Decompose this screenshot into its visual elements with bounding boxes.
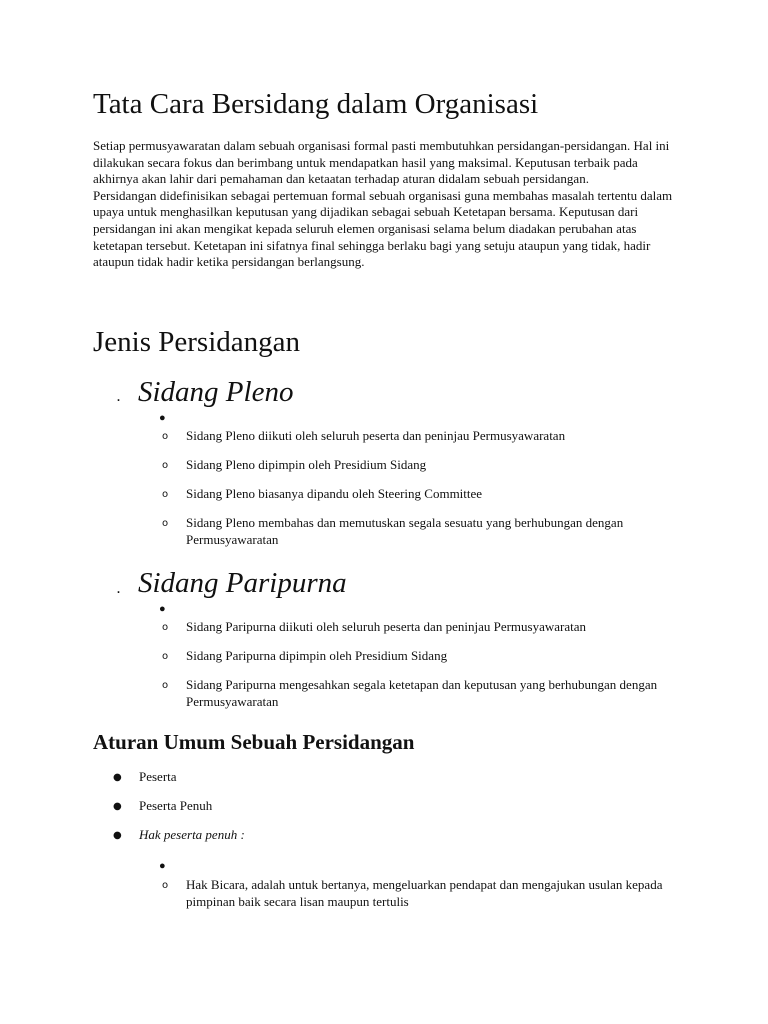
sidang-paripurna-list xyxy=(162,618,682,722)
sidang-pleno-list xyxy=(162,427,682,560)
list-item xyxy=(162,485,682,502)
list-item-text: Hak peserta penuh : xyxy=(139,827,245,842)
group-bullet-paripurna: . xyxy=(117,582,120,596)
list-item xyxy=(162,618,682,635)
circle-bullet-icon: o xyxy=(162,880,169,891)
empty-bullet-paripurna: ● xyxy=(159,603,166,615)
subheading-sidang-pleno: Sidang Pleno xyxy=(138,376,294,408)
circle-bullet-icon: o xyxy=(162,460,169,471)
list-item-text: Sidang Paripurna mengesahkan segala ketetapan dan keputusan yang berhubungan dengan Permusyawaratan xyxy=(186,677,658,709)
list-item-text: Sidang Pleno biasanya dipandu oleh Steering Committee xyxy=(186,486,483,501)
subheading-sidang-paripurna: Sidang Paripurna xyxy=(138,567,347,599)
group-bullet-pleno: . xyxy=(117,390,120,404)
list-item xyxy=(113,797,673,814)
list-item xyxy=(113,826,673,843)
list-item xyxy=(162,876,682,910)
list-item-text: Peserta xyxy=(139,769,177,784)
circle-bullet-icon: o xyxy=(162,651,169,662)
list-item-text: Peserta Penuh xyxy=(139,798,213,813)
intro-paragraph-2: Persidangan didefinisikan sebagai pertemuan formal sebuah organisasi guna membahas masalah tertentu dalam upaya untuk menghasilkan keputusan yang dijadikan sebagai sebuah Ketetapan bersama. Keputusan dari persidangan ini akan mengikat kepada seluruh elemen organisasi selama belum diadakan perubahan atas ketetapan tersebut. Ketetapan ini sifatnya final sehingga berlaku bagi yang setuju ataupun yang tidak, hadir ataupun tidak hadir ketika persidangan berlangsung. xyxy=(93,187,673,270)
empty-bullet-pleno: ● xyxy=(159,412,166,424)
circle-bullet-icon: o xyxy=(162,622,169,633)
list-item-text: Sidang Pleno diikuti oleh seluruh peserta dan peninjau Permusyawaratan xyxy=(186,428,566,443)
list-item-text: Sidang Pleno membahas dan memutuskan segala sesuatu yang berhubungan dengan Permusyawaratan xyxy=(186,515,624,547)
bullet-icon: ● xyxy=(113,772,122,783)
empty-bullet-hak: ● xyxy=(159,860,166,872)
list-item xyxy=(162,427,682,444)
circle-bullet-icon: o xyxy=(162,518,169,529)
circle-bullet-icon: o xyxy=(162,489,169,500)
list-item-text: Sidang Paripurna diikuti oleh seluruh peserta dan peninjau Permusyawaratan xyxy=(186,619,587,634)
list-item xyxy=(162,676,682,710)
list-item-text: Hak Bicara, adalah untuk bertanya, mengeluarkan pendapat dan mengajukan usulan kepada pimpinan baik secara lisan maupun tertulis xyxy=(186,877,663,909)
circle-bullet-icon: o xyxy=(162,431,169,442)
section-heading-jenis: Jenis Persidangan xyxy=(93,326,300,358)
intro-section xyxy=(93,138,683,271)
list-item-text: Sidang Paripurna dipimpin oleh Presidium Sidang xyxy=(186,648,448,663)
list-item xyxy=(162,647,682,664)
list-item-text: Sidang Pleno dipimpin oleh Presidium Sidang xyxy=(186,457,427,472)
document-title: Tata Cara Bersidang dalam Organisasi xyxy=(93,88,539,120)
list-item xyxy=(162,456,682,473)
section-heading-aturan: Aturan Umum Sebuah Persidangan xyxy=(93,730,415,754)
bullet-icon: ● xyxy=(113,801,122,812)
circle-bullet-icon: o xyxy=(162,680,169,691)
intro-paragraph-1: Setiap permusyawaratan dalam sebuah organisasi formal pasti membutuhkan persidangan-persidangan. Hal ini dilakukan secara fokus dan berimbang untuk mendapatkan hasil yang maksimal. Keputusan terbaik pada akhirnya akan lahir dari pemahaman dan ketaatan terhadap aturan didalam sebuah persidangan. xyxy=(93,138,670,187)
hak-peserta-list xyxy=(162,876,682,922)
list-item xyxy=(113,768,673,785)
aturan-list xyxy=(113,768,673,855)
list-item xyxy=(162,514,682,548)
bullet-icon: ● xyxy=(113,830,122,841)
